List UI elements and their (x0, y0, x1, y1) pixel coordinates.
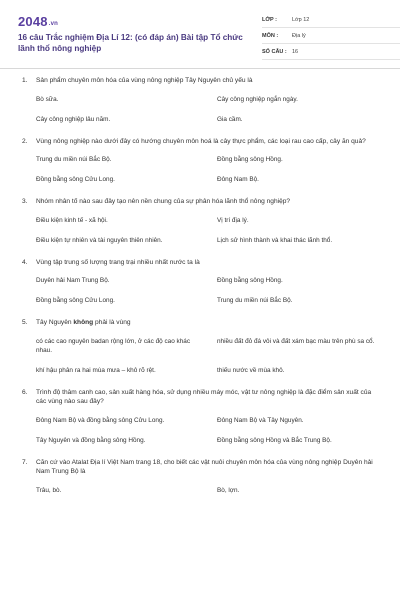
option-a: Đông Nam Bộ và đồng bằng sông Cửu Long. (36, 416, 165, 424)
meta-value: Lớp 12 (292, 16, 310, 23)
option-a: Trâu, bò. (36, 486, 62, 494)
question-stem (12, 458, 388, 477)
question-text: Trình độ thâm canh cao, sản xuất hàng hóa, sử dụng nhiều máy móc, vật tư nông nghiệp là đặc điểm sản xuất của các vùng nào sau đây? (36, 388, 372, 405)
option-d: Đông Nam Bộ. (217, 176, 259, 183)
option-c: Đồng bằng sông Cửu Long. (36, 297, 115, 304)
question-number: 6. (22, 388, 28, 396)
header-divider (0, 68, 400, 69)
option-b: Vị trí địa lý. (217, 216, 249, 224)
question-7 (12, 458, 388, 495)
option-b: Đồng bằng sông Hồng. (217, 277, 283, 284)
option-b: Đông Nam Bộ và Tây Nguyên. (217, 416, 304, 424)
question-2 (12, 137, 388, 185)
option-b: Cây công nghiệp ngắn ngày. (217, 95, 298, 103)
question-stem (12, 76, 388, 86)
option-a: Bò sữa. (36, 95, 59, 103)
meta-table (262, 12, 400, 60)
meta-value: Địa lý (292, 32, 306, 39)
question-list (12, 76, 388, 508)
question-stem (12, 137, 388, 147)
question-4 (12, 258, 388, 306)
question-stem (12, 318, 388, 328)
site-logo[interactable]: 2048.vn (18, 14, 59, 29)
question-text: Tây Nguyên không phải là vùng (36, 319, 131, 326)
option-c: Tây Nguyên và đồng bằng sông Hồng. (36, 436, 146, 444)
option-a: Duyên hải Nam Trung Bộ. (36, 277, 110, 284)
option-c: Cây công nghiệp lâu năm. (36, 115, 111, 123)
question-text: Vùng tập trung số lượng trang trại nhiều nhất nước ta là (36, 258, 200, 266)
option-d: Đồng bằng sông Hồng và Bắc Trung Bộ. (217, 436, 332, 444)
option-a: có các cao nguyên badan rộng lớn, ở các độ cao khác nhau. (36, 337, 191, 354)
question-text: Vùng nông nghiệp nào dưới đây có hướng chuyên môn hoá là cây thực phẩm, các loại rau cao cấp, cây ăn quả? (36, 137, 366, 145)
question-number: 3. (22, 198, 28, 205)
answer-options (12, 416, 388, 445)
answer-options (12, 276, 388, 305)
question-number: 1. (22, 77, 28, 84)
question-number: 5. (22, 319, 28, 326)
option-a: Trung du miền núi Bắc Bộ. (36, 156, 112, 163)
option-b: Bò, lợn. (217, 486, 240, 494)
question-1 (12, 76, 388, 124)
option-c: khí hậu phân ra hai mùa mưa – khô rõ rệt. (36, 366, 156, 374)
option-b: nhiều đất đỏ đá vôi và đất xám bạc màu trên phù sa cổ. (217, 337, 375, 345)
option-d: thiếu nước về mùa khô. (217, 366, 285, 374)
meta-key: MÔN : (262, 32, 279, 39)
emphasis-not: không (73, 319, 94, 326)
question-stem (12, 388, 388, 407)
answer-options (12, 486, 388, 495)
answer-options (12, 337, 388, 375)
meta-key: LỚP : (262, 16, 277, 23)
meta-key: SỐ CÂU : (262, 48, 287, 55)
answer-options (12, 155, 388, 184)
meta-row-class (262, 12, 400, 28)
question-text: Nhóm nhân tố nào sau đây tạo nên nền chung của sự phân hóa lãnh thổ nông nghiệp? (36, 198, 291, 205)
question-6 (12, 388, 388, 445)
answer-options (12, 95, 388, 124)
option-d: Lịch sử hình thành và khai thác lãnh thổ. (217, 236, 333, 244)
option-a: Điều kiện kinh tế - xã hội. (36, 216, 108, 224)
option-d: Trung du miền núi Bắc Bộ. (217, 297, 293, 304)
question-number: 7. (22, 458, 28, 466)
question-stem (12, 197, 388, 207)
option-b: Đồng bằng sông Hồng. (217, 156, 283, 163)
question-stem (12, 258, 388, 268)
question-text: Sản phẩm chuyên môn hóa của vùng nông nghiệp Tây Nguyên chủ yếu là (36, 77, 253, 84)
meta-value: 16 (292, 48, 299, 55)
question-number: 2. (22, 137, 28, 145)
option-c: Đồng bằng sông Cửu Long. (36, 176, 115, 183)
document-header (12, 0, 388, 66)
question-5 (12, 318, 388, 375)
question-3 (12, 197, 388, 245)
answer-options (12, 216, 388, 245)
option-c: Điều kiện tự nhiên và tài nguyên thiên nhiên. (36, 236, 163, 244)
meta-row-subject (262, 28, 400, 44)
question-text: Căn cứ vào Atalat Địa lí Việt Nam trang 18, cho biết các vật nuôi chuyên môn hóa của vùng nông nghiệp Duyên hải Nam Trung Bộ là (36, 458, 373, 475)
meta-row-count (262, 44, 400, 60)
question-number: 4. (22, 258, 28, 266)
option-d: Gia cầm. (217, 115, 243, 123)
document-title: 16 câu Trắc nghiệm Địa Lí 12: (có đáp án) Bài tập Tổ chức lãnh thổ nông nghiệp (18, 33, 243, 53)
